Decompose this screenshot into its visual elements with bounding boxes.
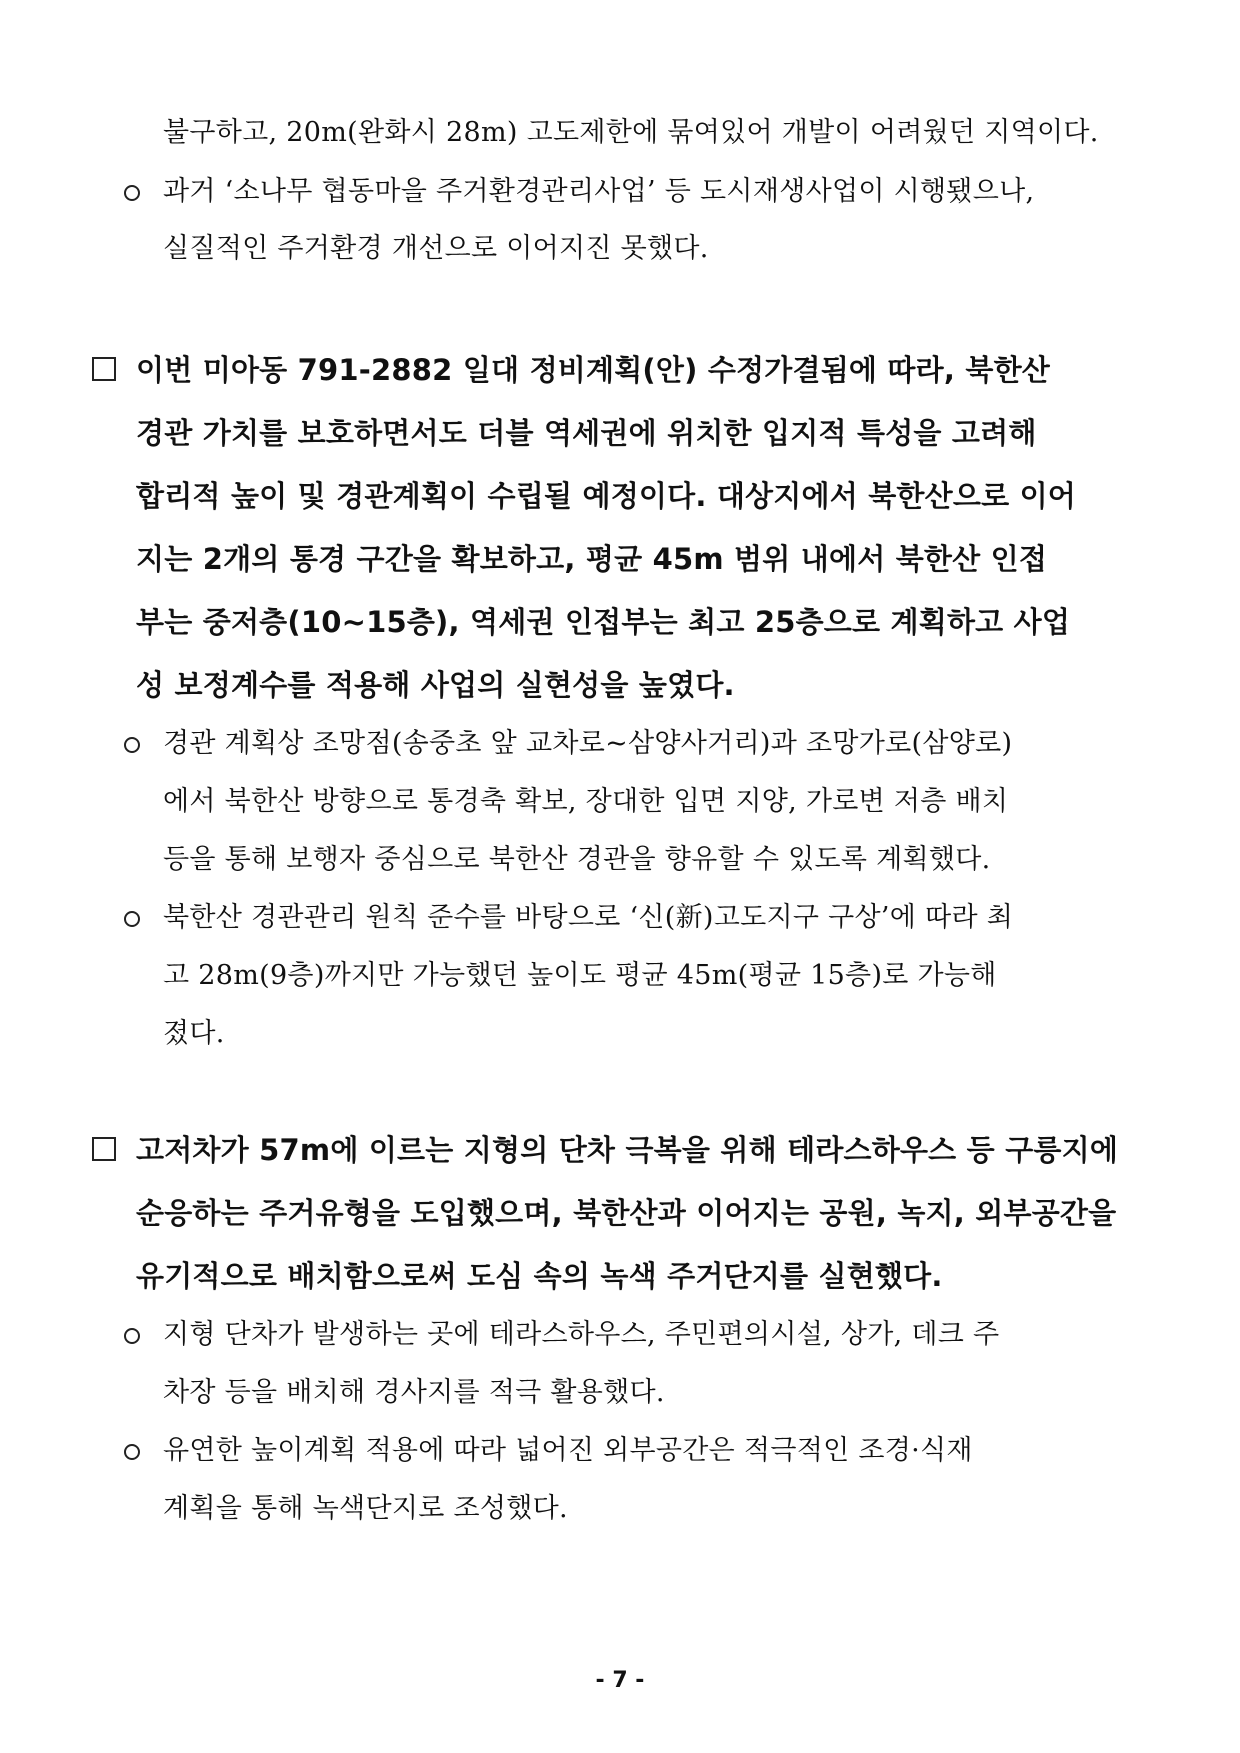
intro-bullet-1-line-1: 과거 ‘소나무 협동마을 주거환경관리사업’ 등 도시재생사업이 시행됐으나, [163, 176, 1035, 207]
plan-bullet-1-line-3: 등을 통해 보행자 중심으로 북한산 경관을 향유할 수 있도록 계획했다. [163, 844, 991, 875]
terrace-heading-line-3: 유기적으로 배치함으로써 도심 속의 녹색 주거단지를 실현했다. [136, 1259, 943, 1293]
plan-bullet-2-line-1: 북한산 경관관리 원칙 준수를 바탕으로 ‘신(新)고도지구 구상’에 따라 최 [163, 902, 1014, 933]
terrace-heading-line-2: 순응하는 주거유형을 도입했으며, 북한산과 이어지는 공원, 녹지, 외부공간을 [136, 1196, 1117, 1230]
circle-bullet-icon [124, 737, 140, 753]
terrace-bullet-2-line-1: 유연한 높이계획 적용에 따라 넓어진 외부공간은 적극적인 조경·식재 [163, 1435, 973, 1466]
circle-bullet-icon [124, 1328, 140, 1344]
terrace-bullet-1-line-1: 지형 단차가 발생하는 곳에 테라스하우스, 주민편의시설, 상가, 데크 주 [163, 1319, 1000, 1350]
page-number: - 7 - [595, 1668, 645, 1693]
plan-heading-line-5: 부는 중저층(10~15층), 역세권 인접부는 최고 25층으로 계획하고 사업 [136, 605, 1071, 639]
plan-heading-line-4: 지는 2개의 통경 구간을 확보하고, 평균 45m 범위 내에서 북한산 인접 [136, 542, 1048, 576]
circle-bullet-icon [124, 911, 140, 927]
plan-heading-line-3: 합리적 높이 및 경관계획이 수립될 예정이다. 대상지에서 북한산으로 이어 [136, 479, 1077, 513]
plan-heading-line-1: 이번 미아동 791-2882 일대 정비계획(안) 수정가결됨에 따라, 북한산 [136, 353, 1051, 387]
terrace-bullet-1-line-2: 차장 등을 배치해 경사지를 적극 활용했다. [163, 1377, 665, 1408]
terrace-heading-line-1: 고저차가 57m에 이르는 지형의 단차 극복을 위해 테라스하우스 등 구릉지에 [136, 1133, 1119, 1167]
plan-bullet-1-line-2: 에서 북한산 방향으로 통경축 확보, 장대한 입면 지양, 가로변 저층 배치 [163, 786, 1009, 817]
plan-bullet-1-line-1: 경관 계획상 조망점(송중초 앞 교차로~삼양사거리)과 조망가로(삼양로) [163, 728, 1013, 759]
circle-bullet-icon [124, 185, 140, 201]
plan-heading-line-6: 성 보정계수를 적용해 사업의 실현성을 높였다. [136, 668, 735, 702]
checkbox-square-icon [92, 357, 116, 381]
intro-line-1: 불구하고, 20m(완화시 28m) 고도제한에 묶여있어 개발이 어려웠던 지역이다. [163, 117, 1099, 148]
terrace-bullet-2-line-2: 계획을 통해 녹색단지로 조성했다. [163, 1493, 568, 1524]
intro-bullet-1-line-2: 실질적인 주거환경 개선으로 이어지진 못했다. [163, 233, 709, 264]
plan-bullet-2-line-2: 고 28m(9층)까지만 가능했던 높이도 평균 45m(평균 15층)로 가능해 [163, 960, 997, 991]
checkbox-square-icon [92, 1137, 116, 1161]
circle-bullet-icon [124, 1444, 140, 1460]
plan-heading-line-2: 경관 가치를 보호하면서도 더블 역세권에 위치한 입지적 특성을 고려해 [136, 416, 1037, 450]
plan-bullet-2-line-3: 졌다. [163, 1018, 225, 1049]
